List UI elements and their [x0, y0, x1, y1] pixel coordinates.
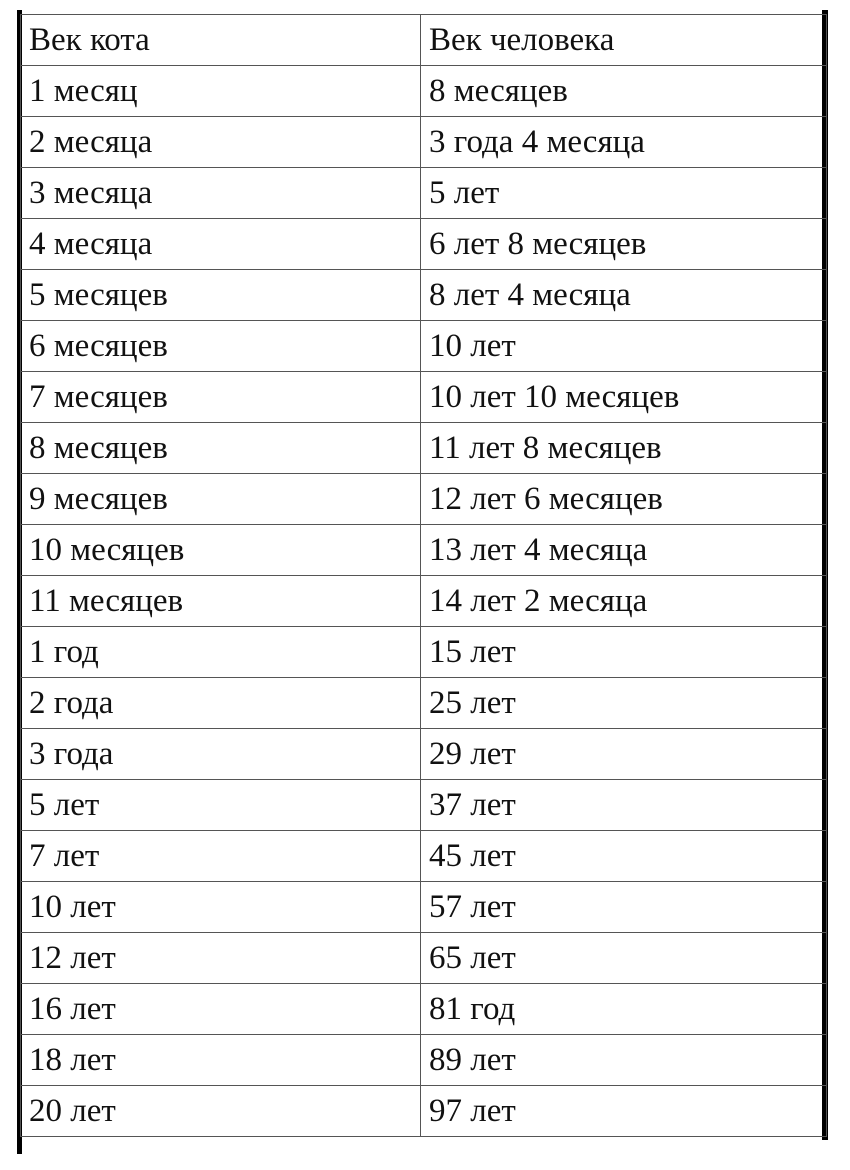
- table-row: [21, 66, 827, 117]
- table-row: [21, 474, 827, 525]
- human-age-cell: 37 лет: [421, 780, 827, 831]
- human-age-cell: 57 лет: [421, 882, 827, 933]
- table-row: [21, 627, 827, 678]
- header-cat-age: Век кота: [21, 15, 421, 66]
- age-comparison-table: [20, 14, 827, 1137]
- human-age-cell: 45 лет: [421, 831, 827, 882]
- human-age-cell: 81 год: [421, 984, 827, 1035]
- human-age-cell: 89 лет: [421, 1035, 827, 1086]
- table-row: [21, 270, 827, 321]
- cat-age-cell: 5 лет: [21, 780, 421, 831]
- cat-age-cell: 9 месяцев: [21, 474, 421, 525]
- age-comparison-table-container: [20, 14, 826, 1137]
- cat-age-cell: 10 лет: [21, 882, 421, 933]
- cat-age-cell: 3 года: [21, 729, 421, 780]
- human-age-cell: 15 лет: [421, 627, 827, 678]
- human-age-cell: 8 лет 4 месяца: [421, 270, 827, 321]
- table-row: [21, 882, 827, 933]
- table-row: [21, 1086, 827, 1137]
- table-row: [21, 219, 827, 270]
- human-age-cell: 5 лет: [421, 168, 827, 219]
- human-age-cell: 65 лет: [421, 933, 827, 984]
- table-row: [21, 321, 827, 372]
- cat-age-cell: 12 лет: [21, 933, 421, 984]
- human-age-cell: 14 лет 2 месяца: [421, 576, 827, 627]
- table-row: [21, 372, 827, 423]
- header-human-age: Век человека: [421, 15, 827, 66]
- table-row: [21, 576, 827, 627]
- table-row: [21, 933, 827, 984]
- cat-age-cell: 5 месяцев: [21, 270, 421, 321]
- human-age-cell: 29 лет: [421, 729, 827, 780]
- human-age-cell: 3 года 4 месяца: [421, 117, 827, 168]
- cat-age-cell: 8 месяцев: [21, 423, 421, 474]
- human-age-cell: 10 лет 10 месяцев: [421, 372, 827, 423]
- human-age-cell: 97 лет: [421, 1086, 827, 1137]
- table-row: [21, 1035, 827, 1086]
- table-row: [21, 525, 827, 576]
- human-age-cell: 11 лет 8 месяцев: [421, 423, 827, 474]
- human-age-cell: 25 лет: [421, 678, 827, 729]
- cat-age-cell: 2 месяца: [21, 117, 421, 168]
- human-age-cell: 8 месяцев: [421, 66, 827, 117]
- table-row: [21, 117, 827, 168]
- cat-age-cell: 3 месяца: [21, 168, 421, 219]
- cat-age-cell: 11 месяцев: [21, 576, 421, 627]
- table-row: [21, 168, 827, 219]
- cat-age-cell: 1 год: [21, 627, 421, 678]
- cat-age-cell: 4 месяца: [21, 219, 421, 270]
- cat-age-cell: 10 месяцев: [21, 525, 421, 576]
- table-header-row: [21, 15, 827, 66]
- cat-age-cell: 2 года: [21, 678, 421, 729]
- cat-age-cell: 1 месяц: [21, 66, 421, 117]
- cat-age-cell: 20 лет: [21, 1086, 421, 1137]
- table-row: [21, 678, 827, 729]
- cat-age-cell: 18 лет: [21, 1035, 421, 1086]
- cat-age-cell: 16 лет: [21, 984, 421, 1035]
- cat-age-cell: 7 месяцев: [21, 372, 421, 423]
- table-row: [21, 780, 827, 831]
- cat-age-cell: 6 месяцев: [21, 321, 421, 372]
- table-row: [21, 831, 827, 882]
- table-row: [21, 423, 827, 474]
- table-row: [21, 729, 827, 780]
- human-age-cell: 13 лет 4 месяца: [421, 525, 827, 576]
- cat-age-cell: 7 лет: [21, 831, 421, 882]
- table-row: [21, 984, 827, 1035]
- human-age-cell: 6 лет 8 месяцев: [421, 219, 827, 270]
- human-age-cell: 10 лет: [421, 321, 827, 372]
- human-age-cell: 12 лет 6 месяцев: [421, 474, 827, 525]
